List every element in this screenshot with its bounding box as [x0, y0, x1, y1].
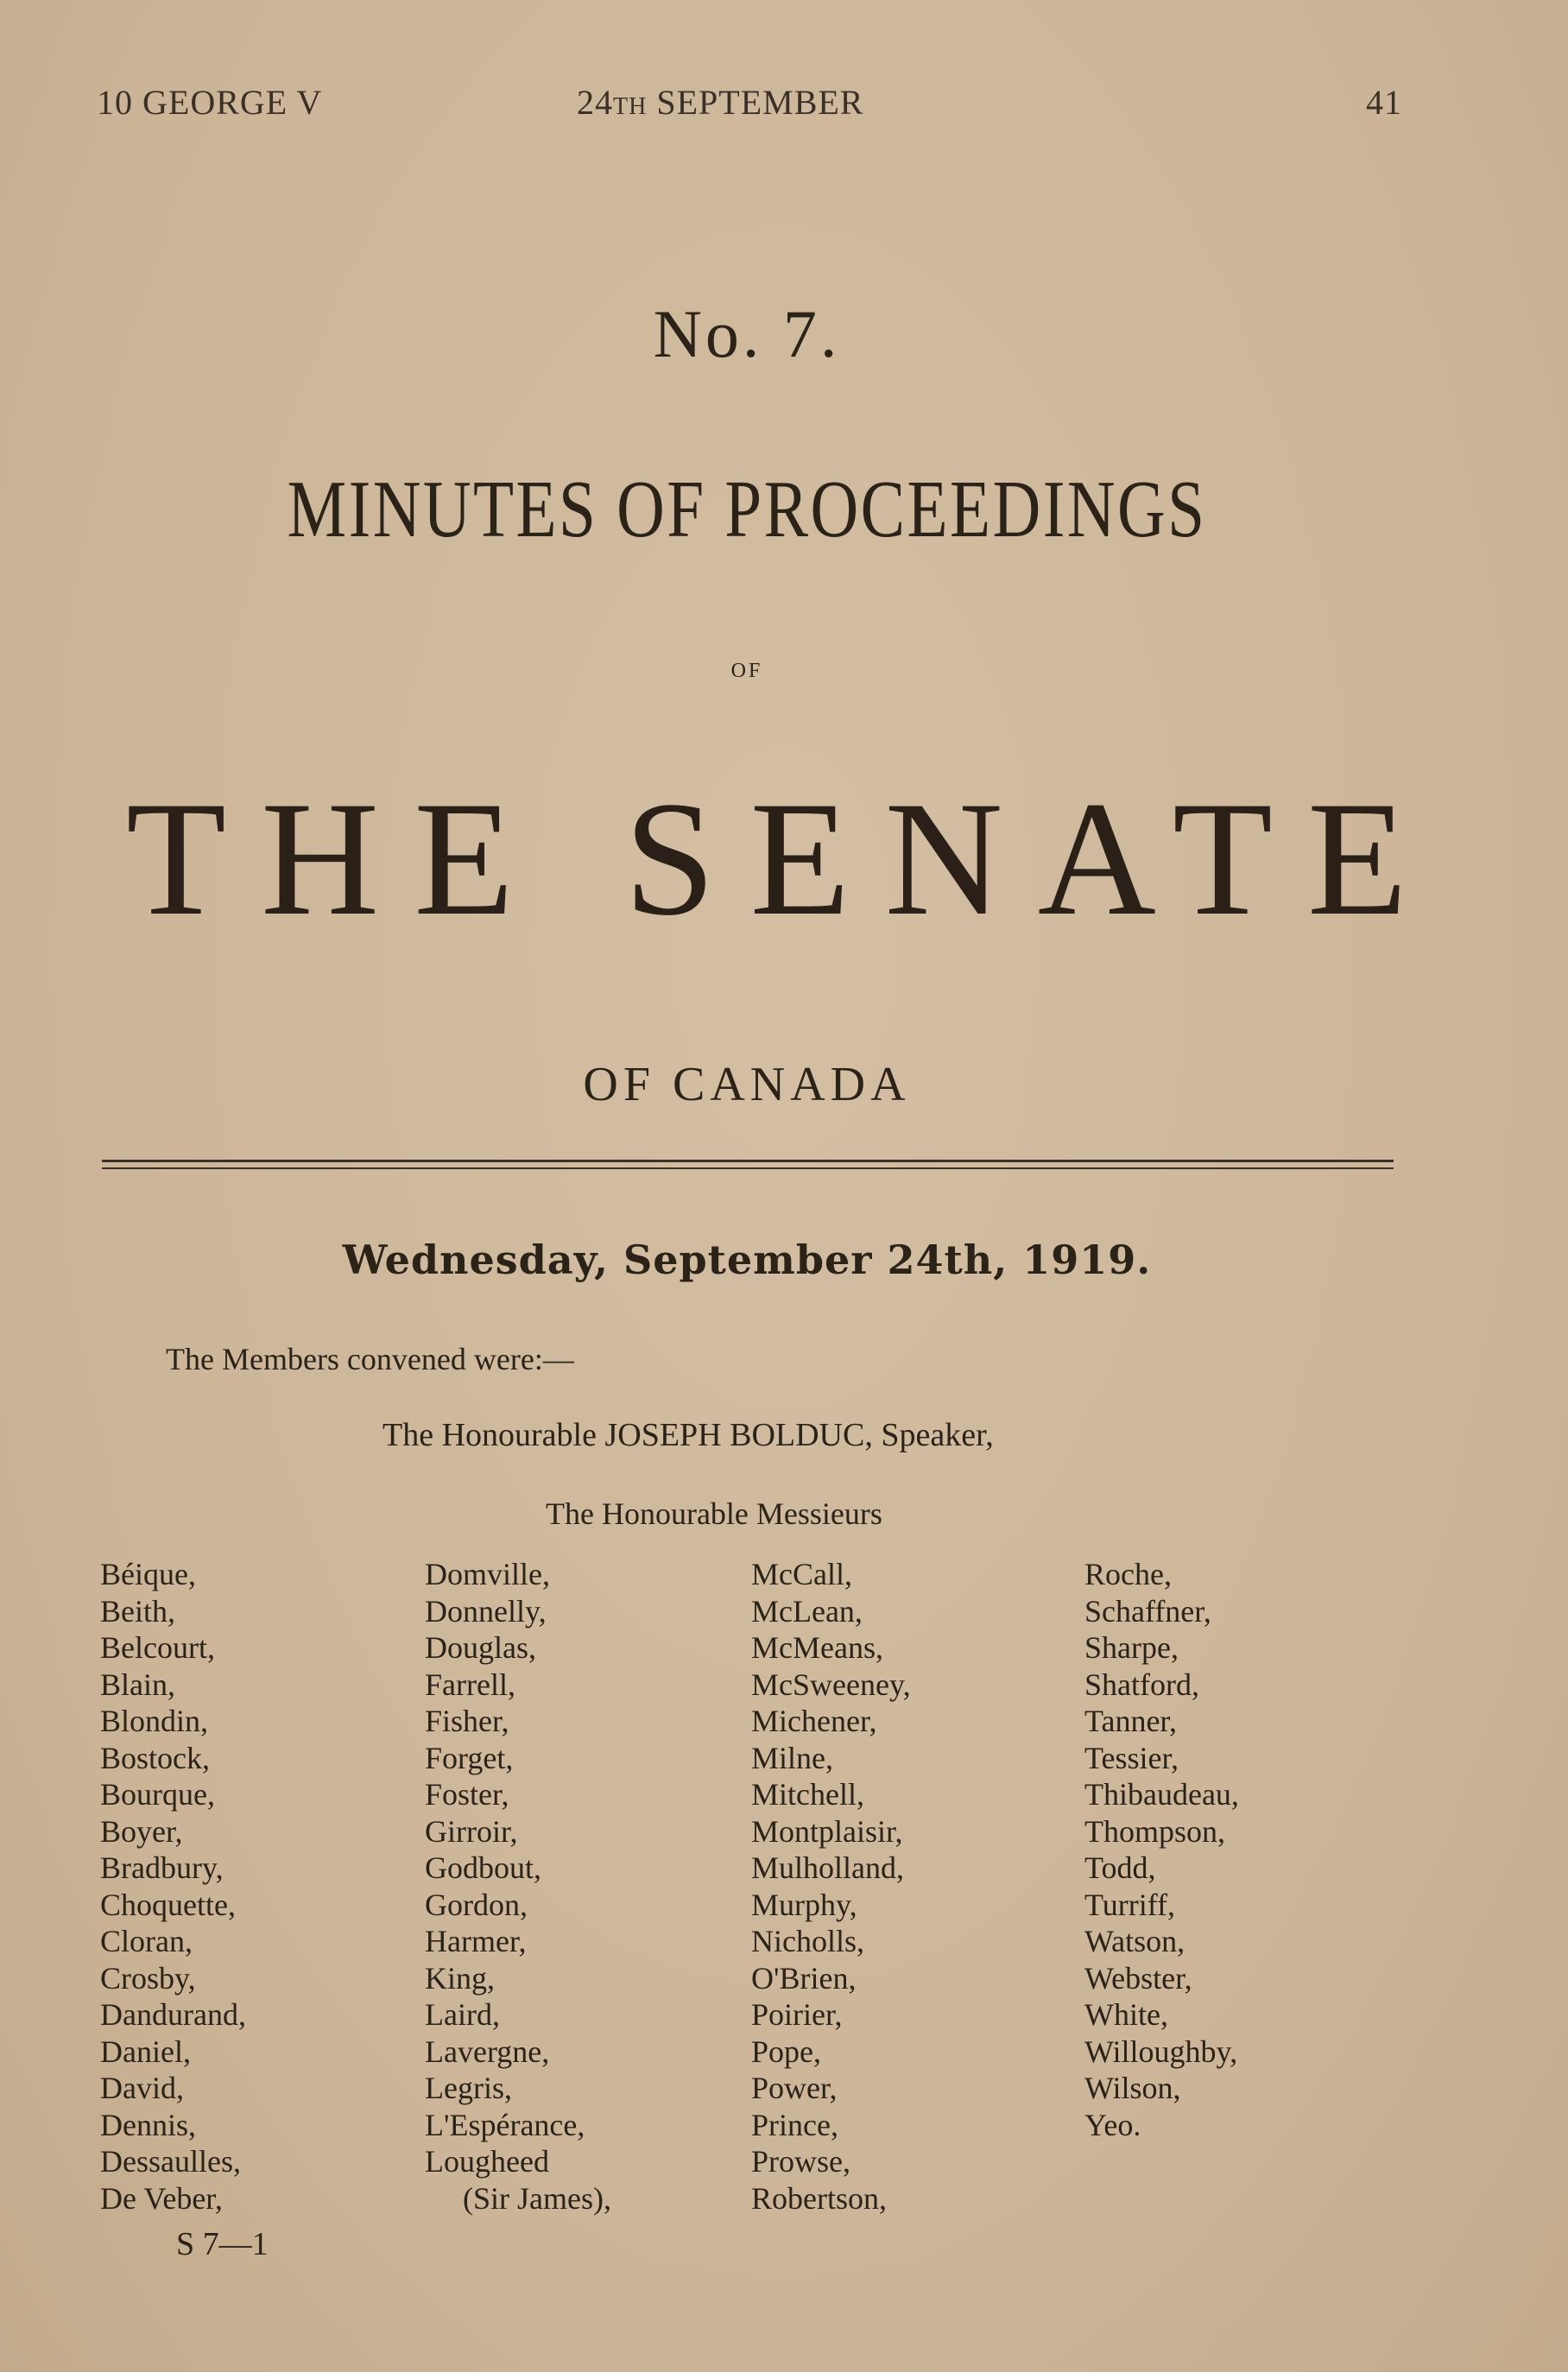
member-name: Fisher,	[425, 1704, 509, 1738]
member-name: King,	[425, 1960, 495, 1996]
member-name: Dennis,	[100, 2107, 196, 2142]
minutes-title: MINUTES OF PROCEEDINGS	[287, 465, 1207, 554]
member-name: Bostock,	[100, 1740, 211, 1775]
member-name: Prowse,	[751, 2144, 850, 2179]
member-name: Beith,	[100, 1593, 175, 1629]
senate-title: THE SENATE	[125, 769, 1443, 950]
member-name: McMeans,	[751, 1630, 883, 1665]
member-name: Bradbury,	[100, 1850, 224, 1885]
member-name: Montplaisir,	[751, 1813, 903, 1849]
member-name: Douglas,	[425, 1630, 536, 1665]
member-name: Forget,	[425, 1740, 514, 1775]
member-name: Dessaulles,	[100, 2144, 241, 2179]
member-name: Legris,	[425, 2071, 512, 2105]
page-number: 41	[1366, 83, 1402, 122]
member-name: Thibaudeau,	[1084, 1777, 1239, 1812]
members-column-1	[100, 1556, 246, 2217]
member-name: McCall,	[751, 1557, 852, 1591]
member-name: Robertson,	[751, 2180, 887, 2216]
member-name: De Veber,	[100, 2180, 223, 2216]
member-name: Watson,	[1084, 1924, 1185, 1958]
member-name: Todd,	[1084, 1850, 1156, 1885]
member-name: Blondin,	[100, 1704, 209, 1738]
member-name: Girroir,	[425, 1813, 518, 1849]
member-name: Milne,	[751, 1740, 833, 1775]
issue-number: No. 7.	[653, 296, 841, 371]
member-name: David,	[100, 2071, 184, 2105]
member-name: Gordon,	[425, 1887, 528, 1922]
member-name: McLean,	[751, 1593, 863, 1629]
member-name: Sharpe,	[1084, 1630, 1179, 1665]
member-name: Cloran,	[100, 1924, 193, 1958]
members-column-3	[751, 1556, 911, 2217]
member-name: Boyer,	[100, 1813, 183, 1849]
member-name: Power,	[751, 2071, 838, 2105]
running-header-date	[577, 82, 863, 123]
member-name: Harmer,	[425, 1924, 527, 1958]
of-label: OF	[730, 660, 763, 682]
member-name: McSweeney,	[751, 1667, 911, 1702]
member-name: Daniel,	[100, 2034, 191, 2069]
member-name: Bourque,	[100, 1777, 215, 1812]
member-name: Crosby,	[100, 1960, 196, 1996]
member-name: Laird,	[425, 1997, 500, 2032]
member-name: Donnelly,	[425, 1593, 547, 1629]
member-name: Mitchell,	[751, 1777, 864, 1812]
members-convened-line: The Members convened were:—	[166, 1342, 574, 1376]
header-day: 24	[577, 83, 613, 122]
member-name: Béique,	[100, 1557, 196, 1591]
member-name: Godbout,	[425, 1850, 541, 1885]
speaker-line: The Honourable JOSEPH BOLDUC, Speaker,	[383, 1417, 994, 1453]
double-rule-top	[102, 1160, 1394, 1162]
member-name: Nicholls,	[751, 1924, 864, 1958]
member-name: Wilson,	[1084, 2071, 1181, 2105]
member-name: Choquette,	[100, 1887, 236, 1922]
member-name: Pope,	[751, 2034, 821, 2069]
member-name: Farrell,	[425, 1667, 515, 1702]
member-name: Willoughby,	[1084, 2034, 1238, 2069]
member-name: Mulholland,	[751, 1850, 904, 1885]
signature-mark: S 7—1	[176, 2226, 269, 2262]
running-header-left: 10 GEORGE V	[97, 83, 323, 122]
member-name: White,	[1084, 1997, 1168, 2032]
sitting-date: Wednesday, September 24th, 1919.	[342, 1237, 1152, 1283]
member-name: Turriff,	[1084, 1887, 1176, 1922]
header-month: SEPTEMBER	[647, 83, 864, 122]
member-name: Lavergne,	[425, 2034, 550, 2069]
member-name: Dandurand,	[100, 1997, 246, 2032]
member-name: Yeo.	[1084, 2107, 1141, 2142]
member-name: Tessier,	[1084, 1740, 1179, 1775]
member-name: Poirier,	[751, 1997, 843, 2032]
of-canada-title: OF CANADA	[583, 1058, 911, 1111]
member-name: Tanner,	[1084, 1704, 1177, 1738]
member-name-continuation: (Sir James),	[463, 2180, 611, 2216]
member-name: Shatford,	[1084, 1667, 1199, 1702]
header-day-suffix: TH	[613, 93, 648, 120]
member-name: L'Espérance,	[425, 2107, 585, 2142]
member-name: Roche,	[1084, 1557, 1172, 1591]
member-name: Domville,	[425, 1557, 550, 1591]
member-name: Blain,	[100, 1667, 175, 1702]
member-name: Prince,	[751, 2107, 838, 2142]
member-name: Belcourt,	[100, 1630, 215, 1665]
member-name: Webster,	[1084, 1960, 1192, 1996]
member-name: O'Brien,	[751, 1960, 857, 1996]
members-column-4	[1084, 1556, 1239, 2143]
member-name: Schaffner,	[1084, 1593, 1211, 1629]
members-column-2	[425, 1556, 611, 2217]
member-name: Lougheed	[425, 2144, 549, 2179]
double-rule-bottom	[102, 1167, 1394, 1169]
member-name: Foster,	[425, 1777, 509, 1812]
member-name: Michener,	[751, 1704, 877, 1738]
honourable-messieurs-line: The Honourable Messieurs	[546, 1496, 882, 1531]
member-name: Thompson,	[1084, 1813, 1226, 1849]
member-name: Murphy,	[751, 1887, 857, 1922]
